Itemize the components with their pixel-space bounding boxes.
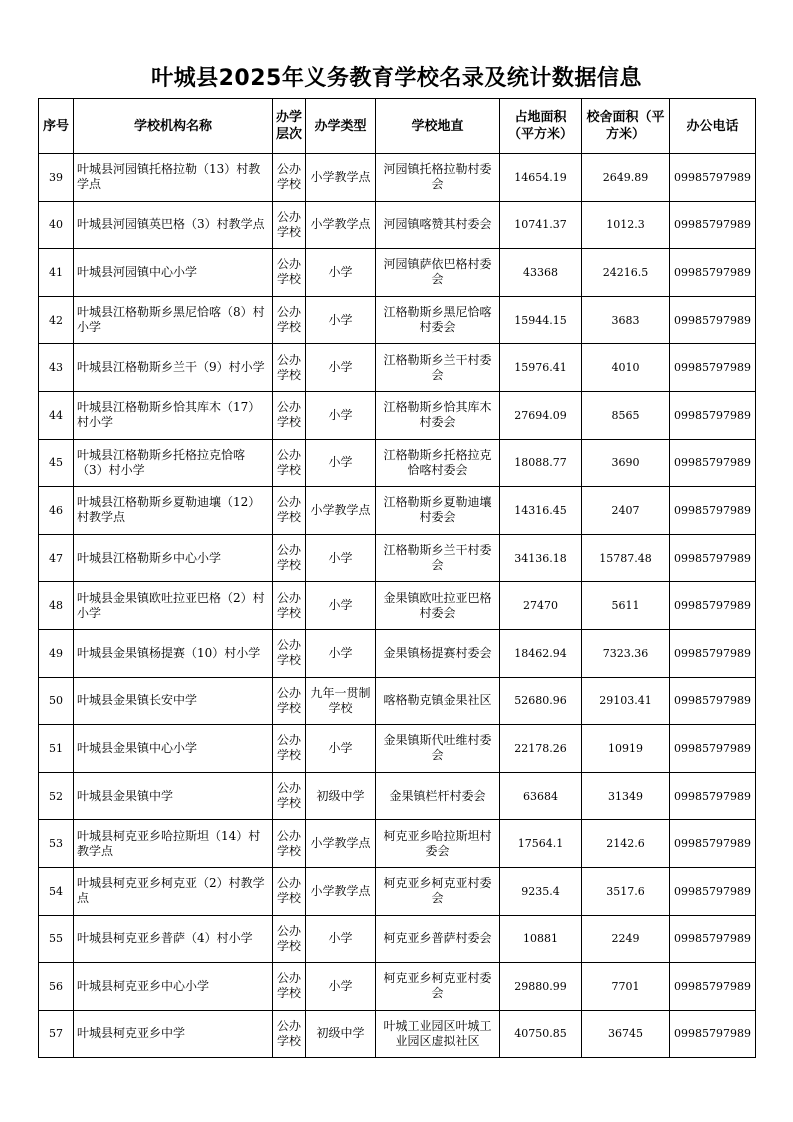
page-title: 叶城县2025年义务教育学校名录及统计数据信息 [151, 66, 642, 91]
table-row [39, 439, 756, 487]
row-number-cell: 48 [39, 582, 74, 630]
land-area-cell: 29880.99 [500, 963, 582, 1011]
row-number-cell: 47 [39, 534, 74, 582]
table-row [39, 963, 756, 1011]
land-area-cell: 40750.85 [500, 1010, 582, 1058]
table-row [39, 296, 756, 344]
building-area-cell: 2142.6 [582, 820, 670, 868]
office-phone-cell: 09985797989 [670, 439, 756, 487]
row-number-cell: 56 [39, 963, 74, 1011]
school-address-cell: 江格勒斯乡夏勒迪壤村委会 [376, 487, 500, 535]
school-level-cell: 公办学校 [273, 249, 306, 297]
table-row [39, 487, 756, 535]
school-level-cell: 公办学校 [273, 391, 306, 439]
school-address-cell: 江格勒斯乡托格拉克恰喀村委会 [376, 439, 500, 487]
school-type-cell: 小学 [306, 344, 376, 392]
land-area-cell: 10741.37 [500, 201, 582, 249]
school-name-cell: 叶城县柯克亚乡柯克亚（2）村教学点 [74, 867, 273, 915]
table-row [39, 915, 756, 963]
office-phone-cell: 09985797989 [670, 677, 756, 725]
land-area-cell: 27694.09 [500, 391, 582, 439]
school-name-cell: 叶城县金果镇中学 [74, 772, 273, 820]
row-number-cell: 42 [39, 296, 74, 344]
building-area-cell: 24216.5 [582, 249, 670, 297]
school-level-cell: 公办学校 [273, 963, 306, 1011]
header-name: 学校机构名称 [74, 99, 273, 154]
school-type-cell: 小学教学点 [306, 487, 376, 535]
table-row [39, 772, 756, 820]
table-row [39, 629, 756, 677]
office-phone-cell: 09985797989 [670, 725, 756, 773]
school-level-cell: 公办学校 [273, 534, 306, 582]
building-area-cell: 1012.3 [582, 201, 670, 249]
row-number-cell: 55 [39, 915, 74, 963]
land-area-cell: 9235.4 [500, 867, 582, 915]
header-row [39, 99, 756, 154]
building-area-cell: 31349 [582, 772, 670, 820]
school-type-cell: 小学 [306, 296, 376, 344]
school-name-cell: 叶城县江格勒斯乡兰干（9）村小学 [74, 344, 273, 392]
school-level-cell: 公办学校 [273, 201, 306, 249]
school-type-cell: 小学 [306, 725, 376, 773]
office-phone-cell: 09985797989 [670, 629, 756, 677]
school-type-cell: 小学 [306, 582, 376, 630]
land-area-cell: 10881 [500, 915, 582, 963]
building-area-cell: 5611 [582, 582, 670, 630]
land-area-cell: 14316.45 [500, 487, 582, 535]
building-area-cell: 2249 [582, 915, 670, 963]
building-area-cell: 2649.89 [582, 154, 670, 202]
building-area-cell: 7701 [582, 963, 670, 1011]
office-phone-cell: 09985797989 [670, 867, 756, 915]
header-land-area: 占地面积（平方米） [500, 99, 582, 154]
table-body [39, 154, 756, 1058]
office-phone-cell: 09985797989 [670, 582, 756, 630]
office-phone-cell: 09985797989 [670, 534, 756, 582]
school-address-cell: 叶城工业园区叶城工业园区虚拟社区 [376, 1010, 500, 1058]
land-area-cell: 63684 [500, 772, 582, 820]
school-address-cell: 金果镇杨提赛村委会 [376, 629, 500, 677]
school-type-cell: 小学 [306, 915, 376, 963]
office-phone-cell: 09985797989 [670, 344, 756, 392]
school-level-cell: 公办学校 [273, 915, 306, 963]
row-number-cell: 45 [39, 439, 74, 487]
table-row [39, 344, 756, 392]
school-name-cell: 叶城县柯克亚乡哈拉斯坦（14）村教学点 [74, 820, 273, 868]
school-name-cell: 叶城县河园镇中心小学 [74, 249, 273, 297]
school-name-cell: 叶城县河园镇英巴格（3）村教学点 [74, 201, 273, 249]
building-area-cell: 3690 [582, 439, 670, 487]
table-row [39, 677, 756, 725]
school-table [38, 98, 756, 1058]
office-phone-cell: 09985797989 [670, 249, 756, 297]
school-name-cell: 叶城县柯克亚乡中学 [74, 1010, 273, 1058]
school-address-cell: 金果镇斯代吐维村委会 [376, 725, 500, 773]
table-row [39, 534, 756, 582]
land-area-cell: 34136.18 [500, 534, 582, 582]
office-phone-cell: 09985797989 [670, 915, 756, 963]
office-phone-cell: 09985797989 [670, 820, 756, 868]
school-address-cell: 河园镇喀赞其村委会 [376, 201, 500, 249]
row-number-cell: 53 [39, 820, 74, 868]
school-address-cell: 柯克亚乡柯克亚村委会 [376, 867, 500, 915]
building-area-cell: 3683 [582, 296, 670, 344]
school-level-cell: 公办学校 [273, 344, 306, 392]
office-phone-cell: 09985797989 [670, 963, 756, 1011]
table-row [39, 249, 756, 297]
school-name-cell: 叶城县河园镇托格拉勒（13）村教学点 [74, 154, 273, 202]
table-row [39, 725, 756, 773]
table-row [39, 867, 756, 915]
land-area-cell: 43368 [500, 249, 582, 297]
school-name-cell: 叶城县江格勒斯乡黑尼恰喀（8）村小学 [74, 296, 273, 344]
office-phone-cell: 09985797989 [670, 154, 756, 202]
building-area-cell: 2407 [582, 487, 670, 535]
land-area-cell: 14654.19 [500, 154, 582, 202]
school-type-cell: 小学教学点 [306, 820, 376, 868]
row-number-cell: 50 [39, 677, 74, 725]
header-type: 办学类型 [306, 99, 376, 154]
school-level-cell: 公办学校 [273, 725, 306, 773]
table-row [39, 201, 756, 249]
table-row [39, 154, 756, 202]
school-address-cell: 金果镇欧吐拉亚巴格村委会 [376, 582, 500, 630]
table-row [39, 1010, 756, 1058]
school-level-cell: 公办学校 [273, 154, 306, 202]
school-type-cell: 小学教学点 [306, 201, 376, 249]
school-level-cell: 公办学校 [273, 629, 306, 677]
header-address: 学校地直 [376, 99, 500, 154]
office-phone-cell: 09985797989 [670, 772, 756, 820]
header-phone: 办公电话 [670, 99, 756, 154]
header-level: 办学层次 [273, 99, 306, 154]
school-type-cell: 小学 [306, 439, 376, 487]
table-row [39, 820, 756, 868]
school-name-cell: 叶城县江格勒斯乡恰其库木（17）村小学 [74, 391, 273, 439]
school-type-cell: 小学 [306, 249, 376, 297]
building-area-cell: 10919 [582, 725, 670, 773]
table-row [39, 582, 756, 630]
land-area-cell: 27470 [500, 582, 582, 630]
row-number-cell: 49 [39, 629, 74, 677]
office-phone-cell: 09985797989 [670, 391, 756, 439]
school-address-cell: 江格勒斯乡恰其库木村委会 [376, 391, 500, 439]
school-level-cell: 公办学校 [273, 820, 306, 868]
school-name-cell: 叶城县金果镇中心小学 [74, 725, 273, 773]
header-no: 序号 [39, 99, 74, 154]
building-area-cell: 4010 [582, 344, 670, 392]
school-level-cell: 公办学校 [273, 1010, 306, 1058]
row-number-cell: 43 [39, 344, 74, 392]
row-number-cell: 41 [39, 249, 74, 297]
row-number-cell: 52 [39, 772, 74, 820]
row-number-cell: 39 [39, 154, 74, 202]
school-type-cell: 小学教学点 [306, 867, 376, 915]
school-name-cell: 叶城县江格勒斯乡托格拉克恰喀（3）村小学 [74, 439, 273, 487]
school-level-cell: 公办学校 [273, 582, 306, 630]
building-area-cell: 29103.41 [582, 677, 670, 725]
school-address-cell: 江格勒斯乡黑尼恰喀村委会 [376, 296, 500, 344]
school-type-cell: 小学 [306, 629, 376, 677]
school-name-cell: 叶城县金果镇欧吐拉亚巴格（2）村小学 [74, 582, 273, 630]
building-area-cell: 36745 [582, 1010, 670, 1058]
header-building-area: 校舍面积（平方米） [582, 99, 670, 154]
row-number-cell: 54 [39, 867, 74, 915]
row-number-cell: 44 [39, 391, 74, 439]
building-area-cell: 7323.36 [582, 629, 670, 677]
school-address-cell: 柯克亚乡哈拉斯坦村委会 [376, 820, 500, 868]
office-phone-cell: 09985797989 [670, 487, 756, 535]
office-phone-cell: 09985797989 [670, 296, 756, 344]
school-type-cell: 小学教学点 [306, 154, 376, 202]
school-address-cell: 河园镇托格拉勒村委会 [376, 154, 500, 202]
school-level-cell: 公办学校 [273, 439, 306, 487]
school-name-cell: 叶城县柯克亚乡中心小学 [74, 963, 273, 1011]
land-area-cell: 22178.26 [500, 725, 582, 773]
table-row [39, 391, 756, 439]
land-area-cell: 18088.77 [500, 439, 582, 487]
office-phone-cell: 09985797989 [670, 201, 756, 249]
school-address-cell: 金果镇栏杆村委会 [376, 772, 500, 820]
school-name-cell: 叶城县江格勒斯乡夏勒迪壤（12）村教学点 [74, 487, 273, 535]
row-number-cell: 51 [39, 725, 74, 773]
building-area-cell: 8565 [582, 391, 670, 439]
school-type-cell: 小学 [306, 534, 376, 582]
school-name-cell: 叶城县江格勒斯乡中心小学 [74, 534, 273, 582]
school-level-cell: 公办学校 [273, 487, 306, 535]
school-name-cell: 叶城县金果镇杨提赛（10）村小学 [74, 629, 273, 677]
school-name-cell: 叶城县柯克亚乡普萨（4）村小学 [74, 915, 273, 963]
school-type-cell: 小学 [306, 391, 376, 439]
school-address-cell: 河园镇萨依巴格村委会 [376, 249, 500, 297]
school-level-cell: 公办学校 [273, 867, 306, 915]
school-level-cell: 公办学校 [273, 296, 306, 344]
school-address-cell: 江格勒斯乡兰干村委会 [376, 344, 500, 392]
school-address-cell: 柯克亚乡普萨村委会 [376, 915, 500, 963]
land-area-cell: 15976.41 [500, 344, 582, 392]
land-area-cell: 52680.96 [500, 677, 582, 725]
school-address-cell: 江格勒斯乡兰干村委会 [376, 534, 500, 582]
land-area-cell: 18462.94 [500, 629, 582, 677]
school-address-cell: 柯克亚乡柯克亚村委会 [376, 963, 500, 1011]
school-level-cell: 公办学校 [273, 677, 306, 725]
office-phone-cell: 09985797989 [670, 1010, 756, 1058]
school-name-cell: 叶城县金果镇长安中学 [74, 677, 273, 725]
row-number-cell: 46 [39, 487, 74, 535]
building-area-cell: 3517.6 [582, 867, 670, 915]
land-area-cell: 17564.1 [500, 820, 582, 868]
row-number-cell: 57 [39, 1010, 74, 1058]
school-type-cell: 小学 [306, 963, 376, 1011]
school-type-cell: 初级中学 [306, 1010, 376, 1058]
land-area-cell: 15944.15 [500, 296, 582, 344]
school-type-cell: 九年一贯制学校 [306, 677, 376, 725]
school-level-cell: 公办学校 [273, 772, 306, 820]
school-type-cell: 初级中学 [306, 772, 376, 820]
school-address-cell: 喀格勒克镇金果社区 [376, 677, 500, 725]
row-number-cell: 40 [39, 201, 74, 249]
building-area-cell: 15787.48 [582, 534, 670, 582]
